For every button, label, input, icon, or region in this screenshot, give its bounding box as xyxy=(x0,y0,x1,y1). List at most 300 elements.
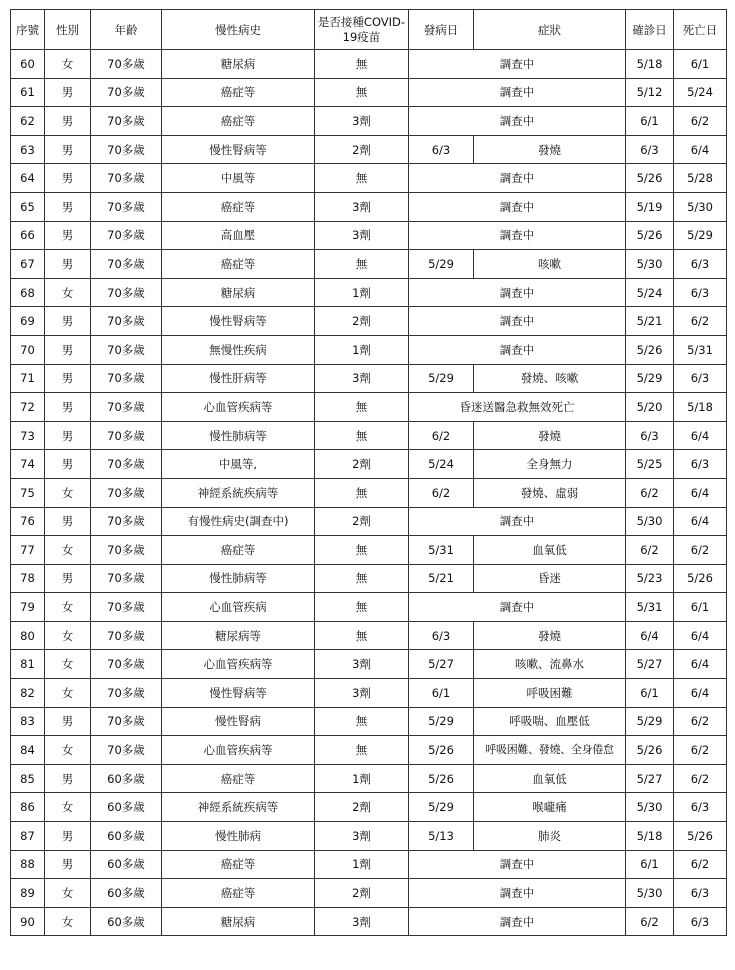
cell-death-date: 6/3 xyxy=(674,450,727,479)
cell-vaccine-status: 1劑 xyxy=(315,278,409,307)
cell-onset-date: 6/3 xyxy=(409,135,474,164)
cell-id: 76 xyxy=(11,507,45,536)
cell-confirmed-date: 5/12 xyxy=(626,78,674,107)
cell-chronic-history: 癌症等 xyxy=(162,879,315,908)
cell-symptoms: 調查中 xyxy=(409,192,626,221)
cell-symptoms: 調查中 xyxy=(409,507,626,536)
cell-onset-date: 5/29 xyxy=(409,364,474,393)
table-row xyxy=(11,393,727,422)
cell-vaccine-status: 無 xyxy=(315,478,409,507)
cell-age: 60多歲 xyxy=(91,822,162,851)
cell-chronic-history: 癌症等 xyxy=(162,107,315,136)
cell-death-date: 5/24 xyxy=(674,78,727,107)
cell-chronic-history: 高血壓 xyxy=(162,221,315,250)
cell-death-date: 6/4 xyxy=(674,679,727,708)
table-row xyxy=(11,879,727,908)
cell-death-date: 5/26 xyxy=(674,822,727,851)
cell-confirmed-date: 6/2 xyxy=(626,478,674,507)
cell-vaccine-status: 無 xyxy=(315,421,409,450)
cell-age: 70多歲 xyxy=(91,107,162,136)
death-case-table-container xyxy=(10,9,726,936)
cell-vaccine-status: 無 xyxy=(315,621,409,650)
cell-vaccine-status: 無 xyxy=(315,393,409,422)
cell-vaccine-status: 1劑 xyxy=(315,764,409,793)
cell-confirmed-date: 5/30 xyxy=(626,507,674,536)
cell-confirmed-date: 5/26 xyxy=(626,221,674,250)
cell-age: 60多歲 xyxy=(91,907,162,936)
table-row xyxy=(11,764,727,793)
cell-chronic-history: 癌症等 xyxy=(162,250,315,279)
cell-vaccine-status: 3劑 xyxy=(315,650,409,679)
cell-confirmed-date: 5/23 xyxy=(626,564,674,593)
table-row xyxy=(11,621,727,650)
cell-confirmed-date: 5/25 xyxy=(626,450,674,479)
cell-sex: 男 xyxy=(45,421,91,450)
cell-chronic-history: 心血管疾病等 xyxy=(162,736,315,765)
cell-id: 66 xyxy=(11,221,45,250)
cell-vaccine-status: 無 xyxy=(315,707,409,736)
cell-symptoms: 調查中 xyxy=(409,879,626,908)
header-chronic-history: 慢性病史 xyxy=(162,10,315,50)
cell-age: 60多歲 xyxy=(91,793,162,822)
cell-symptoms: 喉嚨痛 xyxy=(474,793,626,822)
cell-chronic-history: 神經系統疾病等 xyxy=(162,478,315,507)
header-confirmed-date: 確診日 xyxy=(626,10,674,50)
cell-chronic-history: 糖尿病 xyxy=(162,50,315,79)
cell-age: 70多歲 xyxy=(91,707,162,736)
cell-confirmed-date: 5/26 xyxy=(626,164,674,193)
cell-death-date: 5/29 xyxy=(674,221,727,250)
table-row xyxy=(11,364,727,393)
cell-age: 70多歲 xyxy=(91,335,162,364)
cell-confirmed-date: 5/30 xyxy=(626,793,674,822)
cell-age: 70多歲 xyxy=(91,78,162,107)
cell-death-date: 6/2 xyxy=(674,850,727,879)
cell-sex: 男 xyxy=(45,507,91,536)
table-row xyxy=(11,593,727,622)
cell-sex: 男 xyxy=(45,822,91,851)
cell-sex: 女 xyxy=(45,736,91,765)
cell-chronic-history: 慢性肺病等 xyxy=(162,421,315,450)
cell-confirmed-date: 6/2 xyxy=(626,907,674,936)
cell-onset-date: 6/3 xyxy=(409,621,474,650)
table-row xyxy=(11,478,727,507)
cell-chronic-history: 癌症等 xyxy=(162,78,315,107)
table-row xyxy=(11,192,727,221)
cell-symptoms: 血氧低 xyxy=(474,764,626,793)
cell-confirmed-date: 5/27 xyxy=(626,764,674,793)
cell-vaccine-status: 1劑 xyxy=(315,850,409,879)
cell-age: 70多歲 xyxy=(91,192,162,221)
cell-death-date: 6/2 xyxy=(674,736,727,765)
cell-sex: 男 xyxy=(45,135,91,164)
cell-vaccine-status: 3劑 xyxy=(315,679,409,708)
cell-id: 72 xyxy=(11,393,45,422)
table-row xyxy=(11,221,727,250)
cell-id: 82 xyxy=(11,679,45,708)
cell-symptoms: 呼吸困難 xyxy=(474,679,626,708)
cell-death-date: 6/4 xyxy=(674,507,727,536)
table-row xyxy=(11,507,727,536)
header-id: 序號 xyxy=(11,10,45,50)
cell-chronic-history: 慢性肝病等 xyxy=(162,364,315,393)
cell-onset-date: 5/29 xyxy=(409,250,474,279)
table-row xyxy=(11,907,727,936)
table-row xyxy=(11,50,727,79)
cell-confirmed-date: 6/3 xyxy=(626,421,674,450)
cell-age: 70多歲 xyxy=(91,564,162,593)
cell-death-date: 6/2 xyxy=(674,536,727,565)
table-row xyxy=(11,564,727,593)
cell-confirmed-date: 5/30 xyxy=(626,879,674,908)
cell-age: 60多歲 xyxy=(91,879,162,908)
cell-symptoms: 咳嗽 xyxy=(474,250,626,279)
cell-age: 70多歲 xyxy=(91,250,162,279)
header-sex: 性別 xyxy=(45,10,91,50)
cell-death-date: 6/1 xyxy=(674,50,727,79)
cell-vaccine-status: 2劑 xyxy=(315,135,409,164)
cell-symptoms: 昏迷 xyxy=(474,564,626,593)
cell-sex: 女 xyxy=(45,879,91,908)
cell-confirmed-date: 6/1 xyxy=(626,679,674,708)
cell-age: 70多歲 xyxy=(91,50,162,79)
cell-vaccine-status: 無 xyxy=(315,536,409,565)
cell-age: 70多歲 xyxy=(91,421,162,450)
cell-chronic-history: 慢性腎病等 xyxy=(162,135,315,164)
cell-confirmed-date: 5/31 xyxy=(626,593,674,622)
cell-symptoms: 血氧低 xyxy=(474,536,626,565)
cell-age: 70多歲 xyxy=(91,736,162,765)
cell-id: 83 xyxy=(11,707,45,736)
cell-age: 70多歲 xyxy=(91,536,162,565)
table-row xyxy=(11,278,727,307)
cell-sex: 女 xyxy=(45,679,91,708)
cell-sex: 女 xyxy=(45,793,91,822)
cell-chronic-history: 慢性肺病等 xyxy=(162,564,315,593)
header-death-date: 死亡日 xyxy=(674,10,727,50)
cell-confirmed-date: 5/19 xyxy=(626,192,674,221)
cell-age: 70多歲 xyxy=(91,679,162,708)
cell-symptoms: 咳嗽、流鼻水 xyxy=(474,650,626,679)
cell-age: 70多歲 xyxy=(91,135,162,164)
header-vaccine-status: 是否接種COVID-19疫苗 xyxy=(315,10,409,50)
cell-sex: 女 xyxy=(45,650,91,679)
cell-sex: 女 xyxy=(45,907,91,936)
table-row xyxy=(11,736,727,765)
cell-vaccine-status: 3劑 xyxy=(315,822,409,851)
cell-confirmed-date: 5/29 xyxy=(626,707,674,736)
cell-id: 71 xyxy=(11,364,45,393)
cell-vaccine-status: 2劑 xyxy=(315,307,409,336)
cell-symptoms: 肺炎 xyxy=(474,822,626,851)
cell-confirmed-date: 6/2 xyxy=(626,536,674,565)
cell-chronic-history: 慢性腎病等 xyxy=(162,679,315,708)
table-row xyxy=(11,707,727,736)
cell-confirmed-date: 6/3 xyxy=(626,135,674,164)
cell-chronic-history: 慢性腎病等 xyxy=(162,307,315,336)
cell-id: 90 xyxy=(11,907,45,936)
table-row xyxy=(11,679,727,708)
cell-vaccine-status: 無 xyxy=(315,164,409,193)
cell-chronic-history: 糖尿病 xyxy=(162,278,315,307)
cell-symptoms: 昏迷送醫急救無效死亡 xyxy=(409,393,626,422)
cell-chronic-history: 中風等, xyxy=(162,450,315,479)
cell-sex: 男 xyxy=(45,364,91,393)
cell-symptoms: 調查中 xyxy=(409,850,626,879)
table-body xyxy=(11,50,727,936)
cell-confirmed-date: 5/30 xyxy=(626,250,674,279)
cell-confirmed-date: 5/27 xyxy=(626,650,674,679)
cell-id: 64 xyxy=(11,164,45,193)
cell-chronic-history: 糖尿病等 xyxy=(162,621,315,650)
table-row xyxy=(11,135,727,164)
cell-vaccine-status: 無 xyxy=(315,50,409,79)
cell-chronic-history: 癌症等 xyxy=(162,764,315,793)
cell-vaccine-status: 2劑 xyxy=(315,450,409,479)
cell-death-date: 6/4 xyxy=(674,621,727,650)
cell-id: 81 xyxy=(11,650,45,679)
cell-chronic-history: 癌症等 xyxy=(162,536,315,565)
cell-confirmed-date: 5/21 xyxy=(626,307,674,336)
cell-sex: 女 xyxy=(45,478,91,507)
cell-vaccine-status: 3劑 xyxy=(315,907,409,936)
cell-sex: 男 xyxy=(45,393,91,422)
cell-confirmed-date: 6/1 xyxy=(626,850,674,879)
cell-vaccine-status: 2劑 xyxy=(315,793,409,822)
table-row xyxy=(11,335,727,364)
cell-onset-date: 5/24 xyxy=(409,450,474,479)
cell-sex: 男 xyxy=(45,564,91,593)
cell-id: 89 xyxy=(11,879,45,908)
table-row xyxy=(11,850,727,879)
table-row xyxy=(11,107,727,136)
cell-symptoms: 調查中 xyxy=(409,593,626,622)
cell-symptoms: 發燒、咳嗽 xyxy=(474,364,626,393)
header-symptoms: 症狀 xyxy=(474,10,626,50)
cell-chronic-history: 心血管疾病等 xyxy=(162,393,315,422)
cell-age: 70多歲 xyxy=(91,650,162,679)
cell-id: 65 xyxy=(11,192,45,221)
cell-symptoms: 全身無力 xyxy=(474,450,626,479)
cell-vaccine-status: 3劑 xyxy=(315,107,409,136)
cell-death-date: 5/26 xyxy=(674,564,727,593)
cell-id: 67 xyxy=(11,250,45,279)
cell-sex: 男 xyxy=(45,764,91,793)
cell-death-date: 5/18 xyxy=(674,393,727,422)
cell-symptoms: 調查中 xyxy=(409,335,626,364)
cell-death-date: 6/1 xyxy=(674,593,727,622)
cell-chronic-history: 慢性肺病 xyxy=(162,822,315,851)
cell-vaccine-status: 無 xyxy=(315,593,409,622)
cell-sex: 女 xyxy=(45,621,91,650)
cell-confirmed-date: 5/26 xyxy=(626,736,674,765)
cell-id: 73 xyxy=(11,421,45,450)
cell-death-date: 6/4 xyxy=(674,650,727,679)
cell-sex: 男 xyxy=(45,78,91,107)
cell-vaccine-status: 2劑 xyxy=(315,879,409,908)
cell-age: 70多歲 xyxy=(91,221,162,250)
cell-confirmed-date: 6/1 xyxy=(626,107,674,136)
cell-death-date: 6/4 xyxy=(674,478,727,507)
cell-death-date: 6/2 xyxy=(674,307,727,336)
cell-death-date: 5/28 xyxy=(674,164,727,193)
cell-age: 70多歲 xyxy=(91,307,162,336)
table-row xyxy=(11,822,727,851)
cell-chronic-history: 慢性腎病 xyxy=(162,707,315,736)
cell-symptoms: 調查中 xyxy=(409,221,626,250)
cell-onset-date: 5/31 xyxy=(409,536,474,565)
cell-symptoms: 調查中 xyxy=(409,107,626,136)
cell-chronic-history: 糖尿病 xyxy=(162,907,315,936)
death-case-table xyxy=(10,9,727,936)
cell-vaccine-status: 3劑 xyxy=(315,192,409,221)
cell-symptoms: 調查中 xyxy=(409,307,626,336)
cell-id: 68 xyxy=(11,278,45,307)
cell-chronic-history: 神經系統疾病等 xyxy=(162,793,315,822)
table-row xyxy=(11,650,727,679)
cell-vaccine-status: 無 xyxy=(315,78,409,107)
cell-onset-date: 5/26 xyxy=(409,764,474,793)
cell-symptoms: 發燒 xyxy=(474,135,626,164)
header-age: 年齡 xyxy=(91,10,162,50)
cell-death-date: 6/3 xyxy=(674,879,727,908)
cell-sex: 男 xyxy=(45,221,91,250)
cell-death-date: 6/2 xyxy=(674,107,727,136)
cell-sex: 男 xyxy=(45,164,91,193)
cell-age: 60多歲 xyxy=(91,764,162,793)
cell-symptoms: 調查中 xyxy=(409,50,626,79)
cell-death-date: 6/3 xyxy=(674,364,727,393)
cell-chronic-history: 無慢性疾病 xyxy=(162,335,315,364)
cell-symptoms: 調查中 xyxy=(409,164,626,193)
cell-id: 74 xyxy=(11,450,45,479)
table-row xyxy=(11,307,727,336)
cell-sex: 男 xyxy=(45,707,91,736)
cell-id: 62 xyxy=(11,107,45,136)
cell-vaccine-status: 2劑 xyxy=(315,507,409,536)
cell-id: 69 xyxy=(11,307,45,336)
cell-chronic-history: 心血管疾病等 xyxy=(162,650,315,679)
cell-confirmed-date: 6/4 xyxy=(626,621,674,650)
cell-sex: 男 xyxy=(45,850,91,879)
cell-chronic-history: 中風等 xyxy=(162,164,315,193)
cell-id: 75 xyxy=(11,478,45,507)
cell-sex: 女 xyxy=(45,536,91,565)
cell-onset-date: 5/27 xyxy=(409,650,474,679)
cell-vaccine-status: 3劑 xyxy=(315,221,409,250)
table-row xyxy=(11,450,727,479)
cell-onset-date: 5/29 xyxy=(409,793,474,822)
cell-onset-date: 6/1 xyxy=(409,679,474,708)
cell-age: 70多歲 xyxy=(91,278,162,307)
cell-symptoms: 調查中 xyxy=(409,78,626,107)
table-row xyxy=(11,250,727,279)
cell-vaccine-status: 1劑 xyxy=(315,335,409,364)
cell-confirmed-date: 5/29 xyxy=(626,364,674,393)
cell-death-date: 6/3 xyxy=(674,793,727,822)
cell-sex: 男 xyxy=(45,107,91,136)
cell-onset-date: 6/2 xyxy=(409,478,474,507)
cell-id: 86 xyxy=(11,793,45,822)
cell-symptoms: 調查中 xyxy=(409,278,626,307)
cell-onset-date: 6/2 xyxy=(409,421,474,450)
cell-sex: 男 xyxy=(45,450,91,479)
cell-vaccine-status: 3劑 xyxy=(315,364,409,393)
cell-symptoms: 呼吸喘、血壓低 xyxy=(474,707,626,736)
cell-sex: 女 xyxy=(45,50,91,79)
cell-id: 79 xyxy=(11,593,45,622)
cell-symptoms: 呼吸困難、發燒、全身倦怠 xyxy=(474,736,626,765)
cell-death-date: 6/4 xyxy=(674,135,727,164)
cell-symptoms: 發燒 xyxy=(474,421,626,450)
cell-age: 70多歲 xyxy=(91,164,162,193)
cell-id: 70 xyxy=(11,335,45,364)
cell-confirmed-date: 5/18 xyxy=(626,50,674,79)
cell-sex: 男 xyxy=(45,307,91,336)
cell-age: 70多歲 xyxy=(91,621,162,650)
cell-id: 84 xyxy=(11,736,45,765)
cell-symptoms: 發燒 xyxy=(474,621,626,650)
cell-chronic-history: 癌症等 xyxy=(162,850,315,879)
cell-confirmed-date: 5/24 xyxy=(626,278,674,307)
cell-death-date: 5/31 xyxy=(674,335,727,364)
cell-onset-date: 5/13 xyxy=(409,822,474,851)
cell-id: 87 xyxy=(11,822,45,851)
cell-id: 63 xyxy=(11,135,45,164)
cell-id: 61 xyxy=(11,78,45,107)
cell-chronic-history: 心血管疾病 xyxy=(162,593,315,622)
cell-id: 85 xyxy=(11,764,45,793)
cell-symptoms: 調查中 xyxy=(409,907,626,936)
cell-death-date: 5/30 xyxy=(674,192,727,221)
cell-death-date: 6/4 xyxy=(674,421,727,450)
cell-death-date: 6/2 xyxy=(674,764,727,793)
cell-vaccine-status: 無 xyxy=(315,250,409,279)
cell-age: 60多歲 xyxy=(91,850,162,879)
table-row xyxy=(11,78,727,107)
header-onset-date: 發病日 xyxy=(409,10,474,50)
cell-id: 88 xyxy=(11,850,45,879)
cell-onset-date: 5/21 xyxy=(409,564,474,593)
table-row xyxy=(11,793,727,822)
cell-confirmed-date: 5/26 xyxy=(626,335,674,364)
cell-chronic-history: 有慢性病史(調查中) xyxy=(162,507,315,536)
cell-sex: 男 xyxy=(45,250,91,279)
cell-id: 78 xyxy=(11,564,45,593)
cell-death-date: 6/3 xyxy=(674,907,727,936)
cell-confirmed-date: 5/18 xyxy=(626,822,674,851)
cell-vaccine-status: 無 xyxy=(315,564,409,593)
cell-age: 70多歲 xyxy=(91,450,162,479)
cell-sex: 女 xyxy=(45,278,91,307)
cell-death-date: 6/3 xyxy=(674,250,727,279)
cell-onset-date: 5/29 xyxy=(409,707,474,736)
cell-id: 80 xyxy=(11,621,45,650)
cell-sex: 女 xyxy=(45,593,91,622)
cell-death-date: 6/3 xyxy=(674,278,727,307)
header-row xyxy=(11,10,727,50)
cell-death-date: 6/2 xyxy=(674,707,727,736)
cell-age: 70多歲 xyxy=(91,478,162,507)
cell-sex: 男 xyxy=(45,335,91,364)
cell-vaccine-status: 無 xyxy=(315,736,409,765)
cell-sex: 男 xyxy=(45,192,91,221)
cell-onset-date: 5/26 xyxy=(409,736,474,765)
table-row xyxy=(11,421,727,450)
cell-id: 77 xyxy=(11,536,45,565)
cell-age: 70多歲 xyxy=(91,393,162,422)
cell-confirmed-date: 5/20 xyxy=(626,393,674,422)
